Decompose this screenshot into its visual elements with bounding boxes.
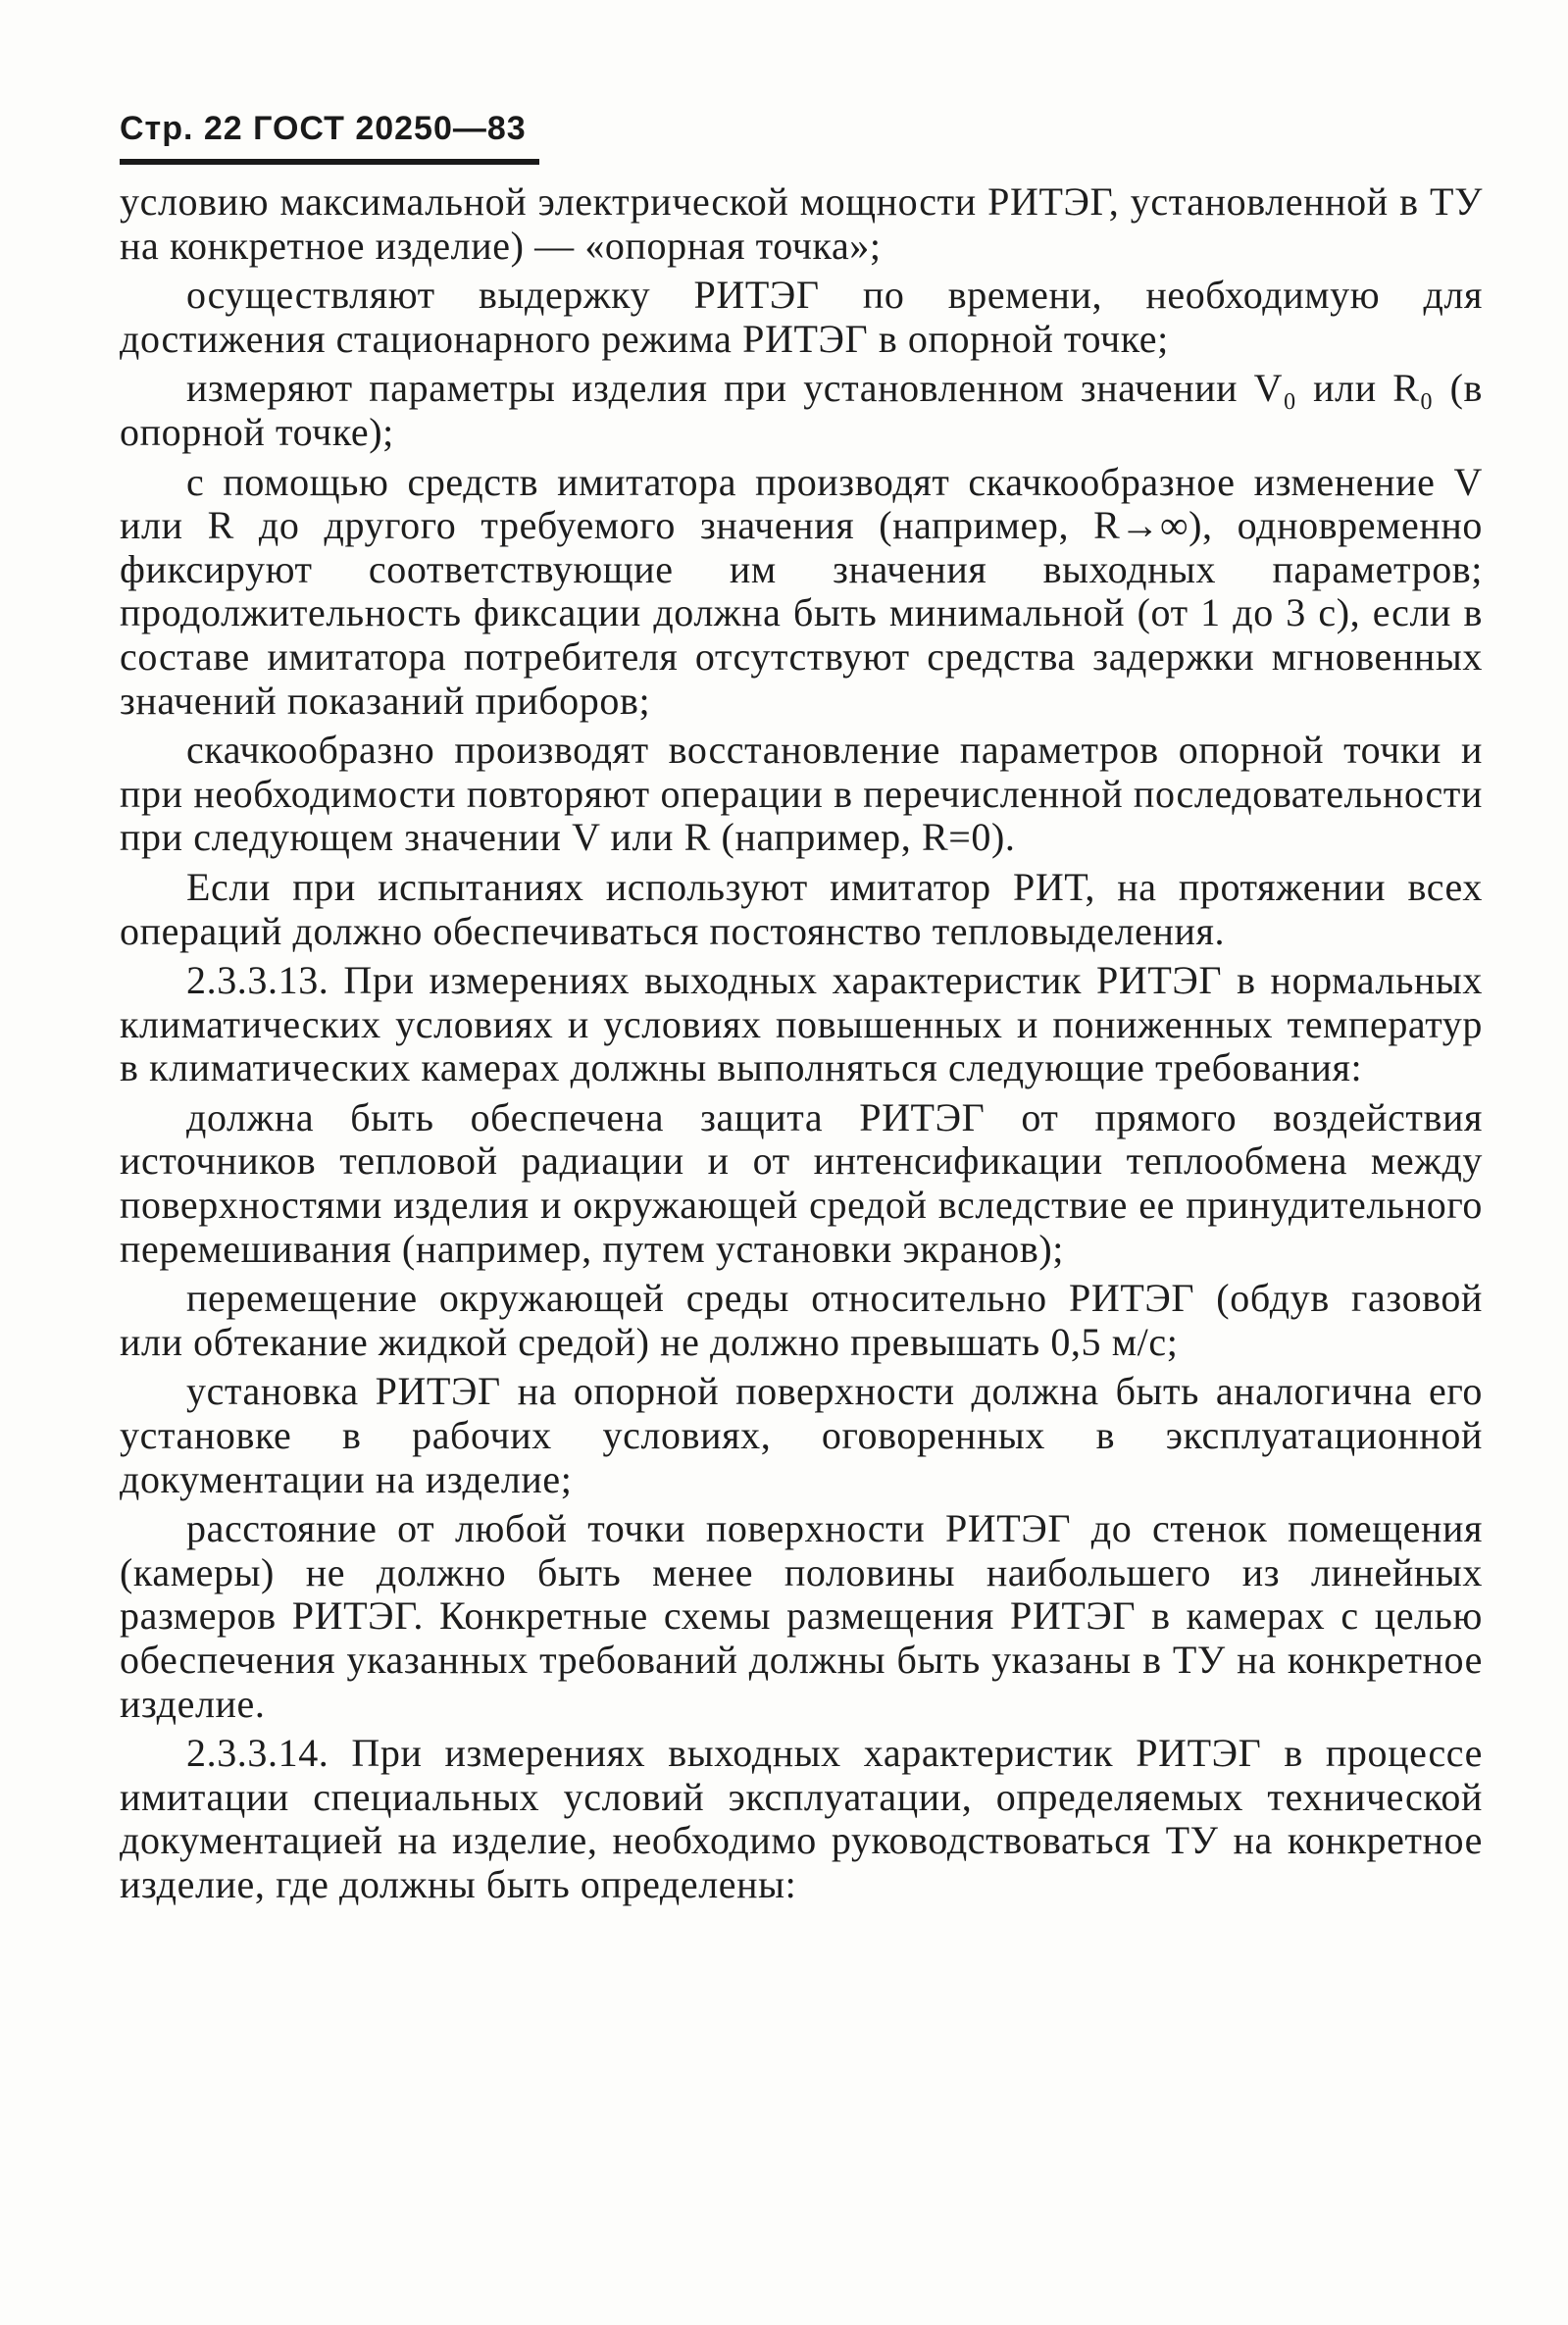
page-header: Стр. 22 ГОСТ 20250—83 (120, 110, 527, 147)
paragraph: должна быть обеспечена защита РИТЭГ от прямого воздействия источников тепловой радиации и от интенсификации теплообмена между поверхностями изделия и окружающей средой вследствие ее принудительного перемешивания (например, путем установки экранов); (120, 1094, 1483, 1271)
paragraph: расстояние от любой точки поверхности РИТЭГ до стенок помещения (камеры) не должно быть менее половины наибольшего из линейных размеров РИТЭГ. Конкретные схемы размещения РИТЭГ в камерах с целью обеспечения указанных требований должны быть указаны в ТУ на конкретное изделие. (120, 1506, 1483, 1726)
document-body (120, 180, 1483, 1913)
paragraph: скачкообразно производят восстановление параметров опорной точки и при необходимости повторяют операции в перечисленной последовательности при следующем значении V или R (например, R=0). (120, 728, 1483, 860)
section-paragraph: 2.3.3.13. При измерениях выходных характеристик РИТЭГ в нормальных климатических условиях и условиях повышенных и пониженных температур в климатических камерах должны выполняться следующие требования: (120, 958, 1483, 1090)
paragraph: перемещение окружающей среды относительно РИТЭГ (обдув газовой или обтекание жидкой средой) не должно превышать 0,5 м/с; (120, 1276, 1483, 1364)
paragraph: осуществляют выдержку РИТЭГ по времени, необходимую для достижения стационарного режима РИТЭГ в опорной точке; (120, 273, 1483, 361)
section-paragraph: 2.3.3.14. При измерениях выходных характеристик РИТЭГ в процессе имитации специальных условий эксплуатации, определяемых технической документацией на изделие, необходимо руководствоваться ТУ на конкретное изделие, где должны быть определены: (120, 1731, 1483, 1906)
paragraph: с помощью средств имитатора производят скачкообразное изменение V или R до другого требуемого значения (например, R→∞), одновременно фиксируют соответствующие им значения выходных параметров; продолжительность фиксации должна быть минимальной (от 1 до 3 с), если в составе имитатора потребителя отсутствуют средства задержки мгновенных значений показаний приборов; (120, 459, 1483, 723)
paragraph: измеряют параметры изделия при установленном значении V₀ или R₀ (в опорной точке); (120, 366, 1483, 454)
paragraph: условию максимальной электрической мощности РИТЭГ, установленной в ТУ на конкретное изделие) — «опорная точка»; (120, 179, 1483, 268)
header-rule (120, 159, 539, 165)
paragraph: установка РИТЭГ на опорной поверхности должна быть аналогична его установке в рабочих условиях, оговоренных в эксплуатационной документации на изделие; (120, 1369, 1483, 1501)
paragraph: Если при испытаниях используют имитатор РИТ, на протяжении всех операций должно обеспечиваться постоянство тепловыделения. (120, 864, 1483, 953)
